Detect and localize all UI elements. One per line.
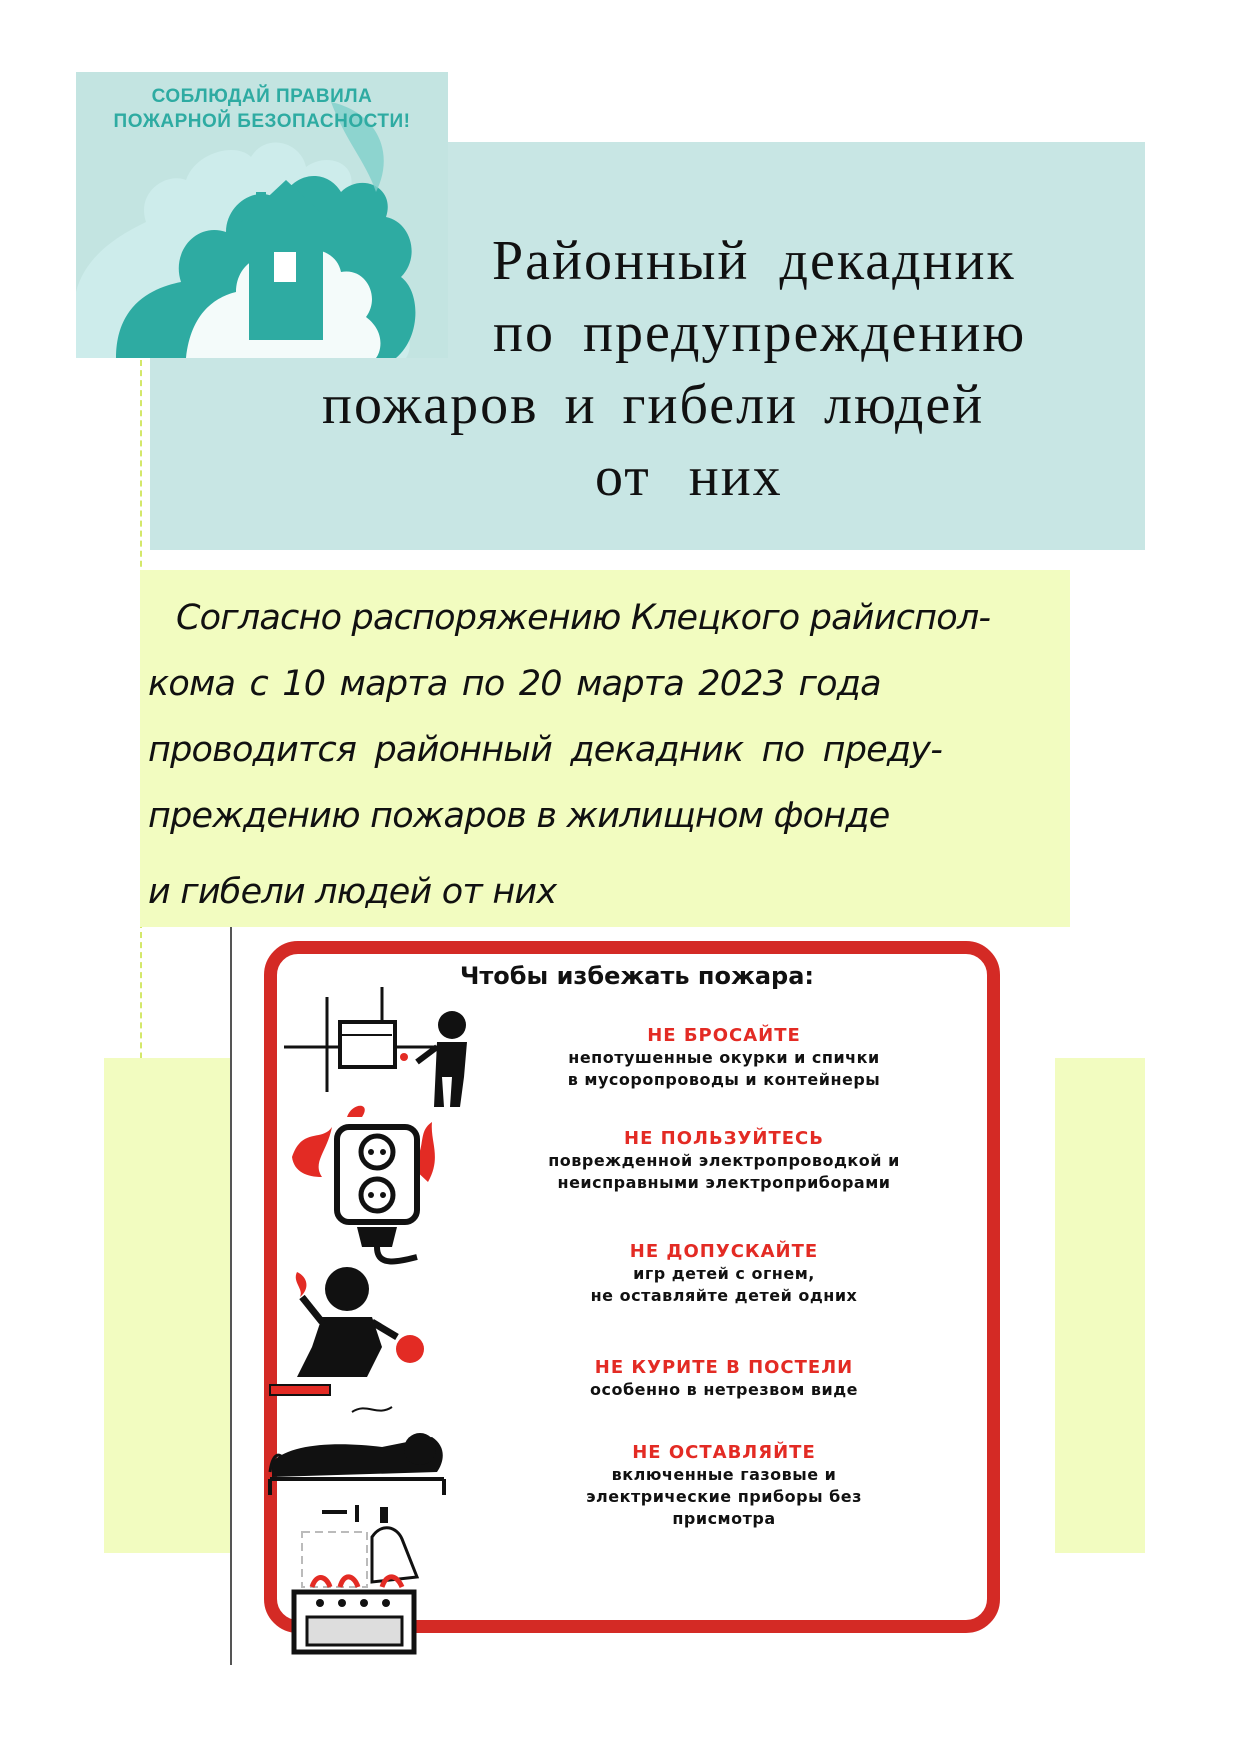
logo-caption-line1: СОБЛЮДАЙ ПРАВИЛА	[151, 86, 373, 107]
title-line3: пожаров и гибели людей	[322, 374, 985, 436]
page-title	[260, 225, 1120, 513]
notice-line3: проводится районный декадник по преду-	[148, 730, 943, 770]
rule-heading: НЕ ДОПУСКАЙТЕ	[629, 1241, 819, 1262]
rule-item	[464, 1357, 984, 1401]
rule-item	[464, 1442, 984, 1530]
notice-line4: преждению пожаров в жилищном фонде	[148, 796, 890, 836]
rule-item	[464, 1025, 984, 1091]
decor-block-right	[1055, 1058, 1145, 1553]
rule-text: игр детей с огнем,	[633, 1264, 815, 1283]
fire-prevention-poster	[230, 927, 1042, 1665]
rule-heading: НЕ БРОСАЙТЕ	[647, 1025, 801, 1046]
rule-heading: НЕ КУРИТЕ В ПОСТЕЛИ	[594, 1357, 854, 1378]
title-line2: по предупреждению	[493, 302, 1027, 364]
decor-block-left	[104, 1058, 231, 1553]
notice-line1: Согласно распоряжению Клецкого райиспол-	[176, 598, 991, 638]
rule-heading: НЕ ОСТАВЛЯЙТЕ	[632, 1442, 816, 1463]
rule-text: присмотра	[672, 1509, 776, 1528]
rule-text: не оставляйте детей одних	[590, 1286, 858, 1305]
logo-caption-line2: ПОЖАРНОЙ БЕЗОПАСНОСТИ!	[113, 111, 411, 132]
notice-line2: кома с 10 марта по 20 марта 2023 года	[148, 664, 881, 704]
rule-heading: НЕ ПОЛЬЗУЙТЕСЬ	[624, 1128, 824, 1149]
smoking-in-bed-icon	[270, 1407, 444, 1495]
electric-socket-icon	[292, 1106, 435, 1262]
rule-text: непотушенные окурки и спички	[568, 1048, 880, 1067]
trash-chute-icon	[284, 987, 467, 1107]
notice-line5: и гибели людей от них	[148, 872, 557, 912]
rule-item	[464, 1128, 984, 1194]
poster-title: Чтобы избежать пожара:	[459, 962, 815, 990]
rule-text: электрические приборы без	[586, 1487, 862, 1506]
rule-text: особенно в нетрезвом виде	[589, 1380, 858, 1399]
rule-item	[464, 1241, 984, 1307]
title-line1: Районный декадник	[492, 230, 1016, 292]
rule-text: неисправными электроприборами	[557, 1173, 891, 1192]
rule-text: в мусоропроводы и контейнеры	[567, 1070, 881, 1089]
gas-stove-icon	[294, 1505, 417, 1652]
notice-text	[148, 585, 1068, 925]
rule-text: поврежденной электропроводкой и	[548, 1151, 900, 1170]
child-matches-icon	[270, 1267, 424, 1395]
rule-text: включенные газовые и	[611, 1465, 837, 1484]
title-line4: от них	[595, 446, 783, 508]
